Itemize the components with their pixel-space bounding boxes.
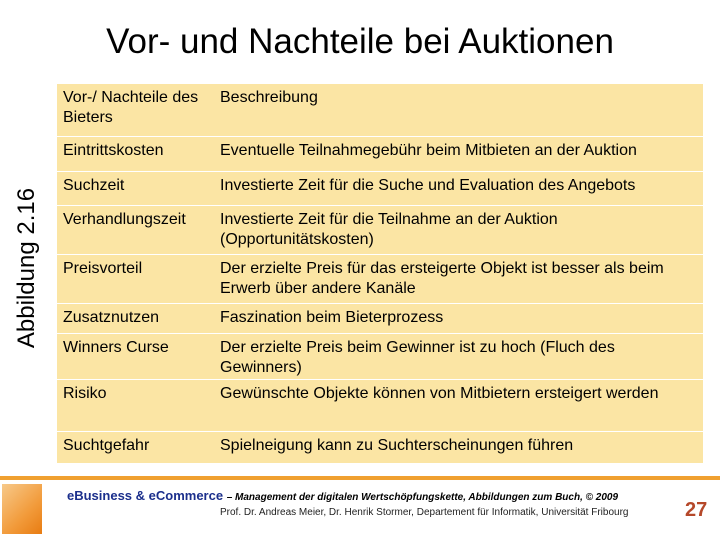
aspect-cell: Risiko xyxy=(63,385,107,402)
table-row xyxy=(57,432,703,464)
table-row xyxy=(57,304,703,334)
aspect-cell: Zusatznutzen xyxy=(63,309,160,326)
footer-brand: eBusiness & eCommerce xyxy=(67,488,224,503)
table-row xyxy=(57,334,703,380)
table-row xyxy=(57,172,703,206)
table-row xyxy=(57,380,703,432)
figure-label: Abbildung 2.16 xyxy=(13,187,40,349)
page-number: 27 xyxy=(685,499,708,521)
table-row xyxy=(57,137,703,172)
description-cell: Der erzielte Preis für das ersteigerte Objekt ist besser als beim Erwerb über andere Kanäle xyxy=(220,260,664,297)
page-title: Vor- und Nachteile bei Auktionen xyxy=(106,22,614,61)
description-cell: Eventuelle Teilnahmegebühr beim Mitbieten an der Auktion xyxy=(220,142,637,159)
description-cell: Spielneigung kann zu Suchterscheinungen führen xyxy=(220,437,574,454)
footer-subtitle: – Management der digitalen Wertschöpfungskette, Abbildungen zum Buch, © 2009 xyxy=(226,492,619,503)
description-cell: Investierte Zeit für die Suche und Evaluation des Angebots xyxy=(220,177,636,194)
aspect-cell: Suchtgefahr xyxy=(63,437,150,454)
description-cell: Investierte Zeit für die Teilnahme an der Auktion (Opportunitätskosten) xyxy=(220,211,558,248)
footer-divider xyxy=(0,476,720,480)
aspect-cell: Winners Curse xyxy=(63,339,169,356)
table-row xyxy=(57,255,703,304)
header-cell-description: Beschreibung xyxy=(220,89,318,106)
description-cell: Der erzielte Preis beim Gewinner ist zu hoch (Fluch des Gewinners) xyxy=(220,339,615,376)
university-logo-icon xyxy=(2,484,42,534)
aspect-cell: Verhandlungszeit xyxy=(63,211,186,228)
table-row xyxy=(57,206,703,255)
footer-authors: Prof. Dr. Andreas Meier, Dr. Henrik Stormer, Departement für Informatik, Universität Fribourg xyxy=(220,507,629,518)
table-header-row xyxy=(57,84,703,137)
comparison-table xyxy=(57,84,703,464)
footer-title xyxy=(67,488,618,503)
description-cell: Gewünschte Objekte können von Mitbietern ersteigert werden xyxy=(220,385,659,402)
aspect-cell: Eintrittskosten xyxy=(63,142,164,159)
aspect-cell: Preisvorteil xyxy=(63,260,143,277)
header-cell-aspect: Vor-/ Nachteile des Bieters xyxy=(63,89,199,126)
description-cell: Faszination beim Bieterprozess xyxy=(220,309,444,326)
aspect-cell: Suchzeit xyxy=(63,177,125,194)
